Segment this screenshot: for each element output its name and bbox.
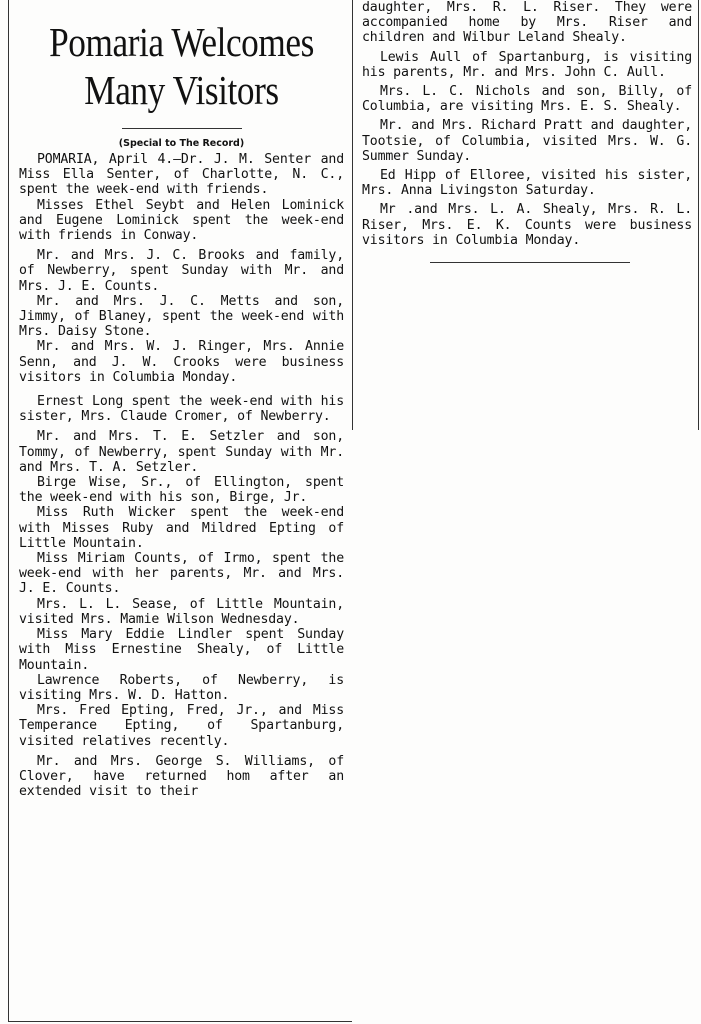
paragraph-senter: POMARIA, April 4.—Dr. J. M. Senter and Miss Ella Senter, of Charlotte, N. C., spent the week-end with friends. <box>19 152 344 198</box>
left-column <box>8 0 352 1022</box>
paragraph-nichols: Mrs. L. C. Nichols and son, Billy, of Columbia, are visiting Mrs. E. S. Shealy. <box>362 84 692 115</box>
headline-line-2: Many Visitors <box>84 67 279 113</box>
paragraph-williams: Mr. and Mrs. George S. Williams, of Clover, have returned hom after an extended visit to their <box>19 753 344 800</box>
right-column <box>352 0 699 430</box>
paragraph-ringer: Mr. and Mrs. W. J. Ringer, Mrs. Annie Senn, and J. W. Crooks were business visitors in Columbia Monday. <box>19 339 344 385</box>
paragraph-hipp: Ed Hipp of Elloree, visited his sister, Mrs. Anna Livingston Saturday. <box>362 168 692 199</box>
paragraph-sease: Mrs. L. L. Sease, of Little Mountain, visited Mrs. Mamie Wilson Wednesday. <box>19 596 344 627</box>
paragraph-pratt: Mr. and Mrs. Richard Pratt and daughter, Tootsie, of Columbia, visited Mrs. W. G. Summer Sunday. <box>362 118 692 164</box>
paragraph-setzler: Mr. and Mrs. T. E. Setzler and son, Tommy, of Newberry, spent Sunday with Mr. and Mrs. T. A. Setzler. <box>19 429 344 475</box>
paragraph-aull: Lewis Aull of Spartanburg, is visiting his parents, Mr. and Mrs. John C. Aull. <box>362 49 692 80</box>
headline-line-1: Pomaria Welcomes <box>49 19 314 65</box>
paragraph-brooks: Mr. and Mrs. J. C. Brooks and family, of Newberry, spent Sunday with Mr. and Mrs. J. E. Counts. <box>19 248 344 294</box>
byline-credit: (Special to The Record) <box>118 138 245 149</box>
paragraph-metts: Mr. and Mrs. J. C. Metts and son, Jimmy, of Blaney, spent the week-end with Mrs. Daisy Stone. <box>19 293 344 340</box>
paragraph-lominick: Misses Ethel Seybt and Helen Lominick and Eugene Lominick spent the week-end with friends in Conway. <box>19 197 344 244</box>
paragraph-long: Ernest Long spent the week-end with his sister, Mrs. Claude Cromer, of Newberry. <box>19 394 344 425</box>
paragraph-lindler: Miss Mary Eddie Lindler spent Sunday with Miss Ernestine Shealy, of Little Mountain. <box>19 627 344 673</box>
headline <box>25 18 339 114</box>
paragraph-roberts: Lawrence Roberts, of Newberry, is visiting Mrs. W. D. Hatton. <box>19 672 344 703</box>
end-rule <box>430 262 630 263</box>
headline-rule <box>122 128 242 129</box>
paragraph-riser-continued: daughter, Mrs. R. L. Riser. They were accompanied home by Mrs. Riser and children and Wilbur Leland Shealy. <box>362 0 692 46</box>
paragraph-wise: Birge Wise, Sr., of Ellington, spent the week-end with his son, Birge, Jr. <box>19 475 344 506</box>
paragraph-epting: Mrs. Fred Epting, Fred, Jr., and Miss Temperance Epting, of Spartanburg, visited relatives recently. <box>19 703 344 749</box>
paragraph-wicker: Miss Ruth Wicker spent the week-end with Misses Ruby and Mildred Epting of Little Mountain. <box>19 505 344 551</box>
paragraph-counts: Miss Miriam Counts, of Irmo, spent the week-end with her parents, Mr. and Mrs. J. E. Counts. <box>19 551 344 597</box>
paragraph-shealy: Mr .and Mrs. L. A. Shealy, Mrs. R. L. Riser, Mrs. E. K. Counts were business visitors in Columbia Monday. <box>362 202 692 248</box>
